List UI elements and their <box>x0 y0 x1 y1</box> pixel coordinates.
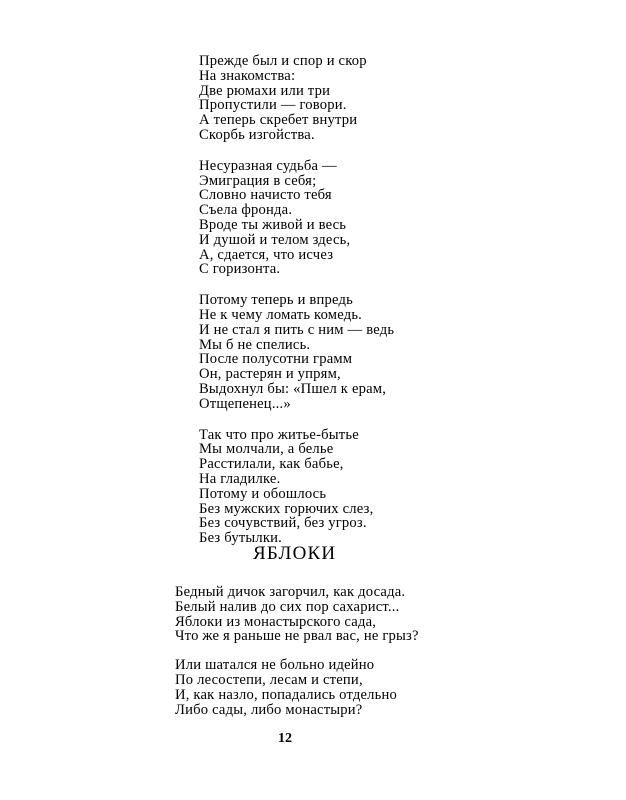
verse-line: И душой и телом здесь, <box>199 231 351 248</box>
verse-line: Что же я раньше не рвал вас, не грыз? <box>175 628 419 645</box>
verse-line: Пропустили — говори. <box>199 97 347 114</box>
verse-line: Так что про житье-бытье <box>199 426 359 443</box>
verse-line: Без мужских горючих слез, <box>199 500 374 517</box>
stanza <box>199 428 459 546</box>
poem-title: ЯБЛОКИ <box>253 543 337 564</box>
verse-line: Словно начисто тебя <box>199 187 332 204</box>
verse-line: Мы б не спелись. <box>199 336 311 353</box>
verse-line: Потому теперь и впредь <box>199 292 353 309</box>
verse-line: Съела фронда. <box>199 202 293 219</box>
verse-line: А теперь скребет внутри <box>199 112 358 129</box>
verse-line: Без сочувствий, без угроз. <box>199 515 367 532</box>
verse-line: Мы молчали, а белье <box>199 441 334 458</box>
verse-line: Яблоки из монастырского сада, <box>175 613 377 630</box>
verse-line: После полусотни грамм <box>199 351 353 368</box>
verse-line: Потому и обошлось <box>199 485 327 502</box>
verse-line: Он, растерян и упрям, <box>199 366 341 383</box>
verse-line: Две рюмахи или три <box>199 82 331 99</box>
poem-previous-continuation <box>199 54 459 562</box>
verse-line: Несуразная судьба — <box>199 157 337 174</box>
stanza <box>199 293 459 411</box>
verse-line: На знакомства: <box>199 67 296 84</box>
verse-line: А, сдается, что исчез <box>199 246 334 263</box>
stanza <box>199 54 459 143</box>
verse-line: Или шатался не больно идейно <box>175 657 375 674</box>
verse-line: Выдохнул бы: «Пшел к ерам, <box>199 380 387 397</box>
verse-line: Отщепенец...» <box>199 395 291 412</box>
stanza <box>199 159 459 277</box>
verse-line: Скорбь изгойства. <box>199 126 315 143</box>
verse-line: Вроде ты живой и весь <box>199 216 347 233</box>
verse-line: Не к чему ломать комедь. <box>199 306 363 323</box>
verse-line: Без бутылки. <box>199 530 283 547</box>
stanza <box>175 585 475 644</box>
verse-line: На гладилке. <box>199 470 281 487</box>
verse-line: Прежде был и спор и скор <box>199 53 367 69</box>
verse-line: По лесостепи, лесам и степи, <box>175 671 363 688</box>
verse-line: Эмиграция в себя; <box>199 172 317 189</box>
verse-line: И, как назло, попадались отдельно <box>175 686 397 703</box>
poem-yabloki <box>175 585 475 731</box>
verse-line: С горизонта. <box>199 261 281 278</box>
verse-line: Бедный дичок загорчил, как досада. <box>175 584 406 600</box>
page-number: 12 <box>278 731 292 746</box>
verse-line: Белый налив до сих пор сахарист... <box>175 598 400 615</box>
verse-line: Либо сады, либо монастыри? <box>175 701 363 718</box>
verse-line: Расстилали, как бабье, <box>199 456 344 473</box>
stanza <box>175 658 475 717</box>
verse-line: И не стал я пить с ним — ведь <box>199 321 395 338</box>
